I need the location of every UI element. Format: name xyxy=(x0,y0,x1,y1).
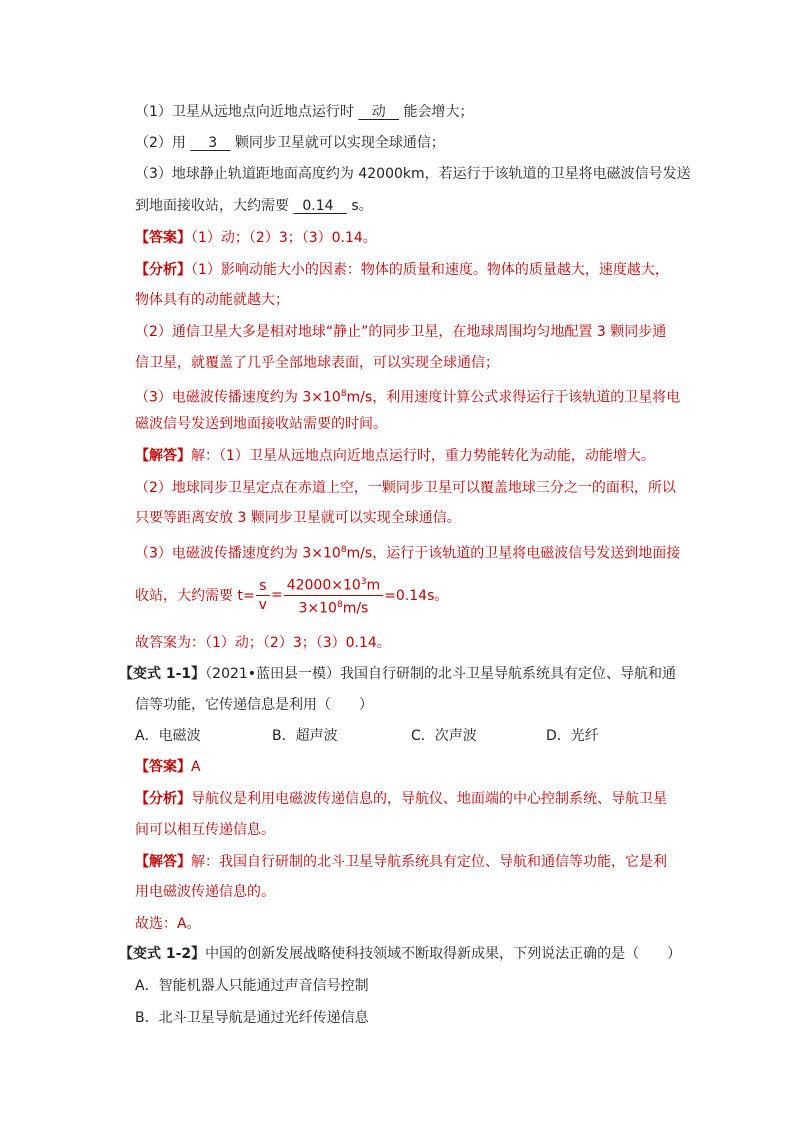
solution-formula: 收站，大约需要 t= $\frac{s}{v}$ = $\frac{42000\times 10^3m}{3\times 10^8m/s}$ =0.14s。 xyxy=(135,570,448,620)
variant-1-1-analysis-1: 【分析】导航仪是利用电磁波传递信息的，导航仪、地面端的中心控制系统、导航卫星 xyxy=(135,791,667,807)
option-d: D．光纤 xyxy=(546,728,599,744)
question-line-3: （3）地球静止轨道距地面高度约为 42000km，若运行于该轨道的卫星将电磁波信号发送 xyxy=(135,166,691,182)
answer-tag: 【答案】 xyxy=(135,230,191,246)
variant-1-2-line-1: 【变式 1-2】中国的创新发展战略使科技领域不断取得新成果，下列说法正确的是（ ） xyxy=(119,946,682,962)
solution-line-3: 只要等距离安放 3 颗同步卫星就可以实现全球通信。 xyxy=(135,510,461,526)
variant-1-1-analysis-2: 间可以相互传递信息。 xyxy=(135,822,275,838)
solution-final: 故答案为：（1）动；（2）3；（3）0.14。 xyxy=(135,635,391,651)
fraction-s-over-v: $\frac{s}{v}$ xyxy=(256,577,270,614)
question-line-4: 到地面接收站，大约需要 0.14 s。 xyxy=(135,198,373,214)
fraction-distance-over-speed: $\frac{42000\times 10^3m}{3\times 10^8m/s}$ xyxy=(284,573,383,617)
analysis-line-6: 磁波信号发送到地面接收站需要的时间。 xyxy=(135,416,387,432)
variant-1-1-line-1: 【变式 1-1】（2021•蓝田县一模）我国自行研制的北斗卫星导航系统具有定位、导航和通 xyxy=(119,666,677,682)
question-line-2: （2）用 3 颗同步卫星就可以实现全球通信； xyxy=(135,135,445,151)
answer-line: 【答案】（1）动；（2）3；（3）0.14。 xyxy=(135,230,377,246)
variant-1-1-line-2: 信等功能，它传递信息是利用（ ） xyxy=(135,697,373,713)
variant-1-1-tag: 【变式 1-1】 xyxy=(119,666,206,682)
option-b: B．超声波 xyxy=(272,728,338,744)
analysis-line-3: （2）通信卫星大多是相对地球“静止”的同步卫星，在地球周围均匀地配置 3 颗同步通 xyxy=(135,324,667,340)
option-a: A．电磁波 xyxy=(135,728,201,744)
analysis-tag: 【分析】 xyxy=(135,262,191,278)
solution-line-4: （3）电磁波传播速度约为 $3\times 10^8m/s$，运行于该轨道的卫星将电磁波信号发送到地面接 xyxy=(135,545,681,562)
variant-1-2-option-a: A．智能机器人只能通过声音信号控制 xyxy=(135,978,369,994)
solution-line-2: （2）地球同步卫星定点在赤道上空，一颗同步卫星可以覆盖地球三分之一的面积，所以 xyxy=(135,480,676,496)
analysis-line-5: （3）电磁波传播速度约为 $3\times 10^8m/s$，利用速度计算公式求得运行于该轨道的卫星将电 xyxy=(135,389,681,406)
variant-1-1-solution-2: 用电磁波传递信息的。 xyxy=(135,884,275,900)
option-c: C．次声波 xyxy=(411,728,477,744)
blank-answer-1: 动 xyxy=(371,104,386,120)
variant-1-2-tag: 【变式 1-2】 xyxy=(119,946,206,962)
solution-line-1: 【解答】解：（1）卫星从远地点向近地点运行时，重力势能转化为动能，动能增大。 xyxy=(135,448,655,464)
variant-1-2-option-b: B．北斗卫星导航是通过光纤传递信息 xyxy=(135,1010,369,1026)
solution-tag: 【解答】 xyxy=(135,448,191,464)
analysis-line-4: 信卫星，就覆盖了几乎全部地球表面，可以实现全球通信； xyxy=(135,355,499,371)
variant-1-1-solution-1: 【解答】解：我国自行研制的北斗卫星导航系统具有定位、导航和通信等功能，它是利 xyxy=(135,854,667,870)
analysis-line-2: 物体具有的动能就越大； xyxy=(135,292,289,308)
variant-1-1-final: 故选：A。 xyxy=(135,916,201,932)
variant-1-1-answer: 【答案】A xyxy=(135,759,201,775)
analysis-line-1: 【分析】（1）影响动能大小的因素：物体的质量和速度。物体的质量越大，速度越大， xyxy=(135,262,669,278)
question-line-1: （1）卫星从远地点向近地点运行时 动 能会增大； xyxy=(135,104,474,120)
blank-answer-3: 0.14 xyxy=(302,198,334,214)
blank-answer-2: 3 xyxy=(208,135,218,151)
